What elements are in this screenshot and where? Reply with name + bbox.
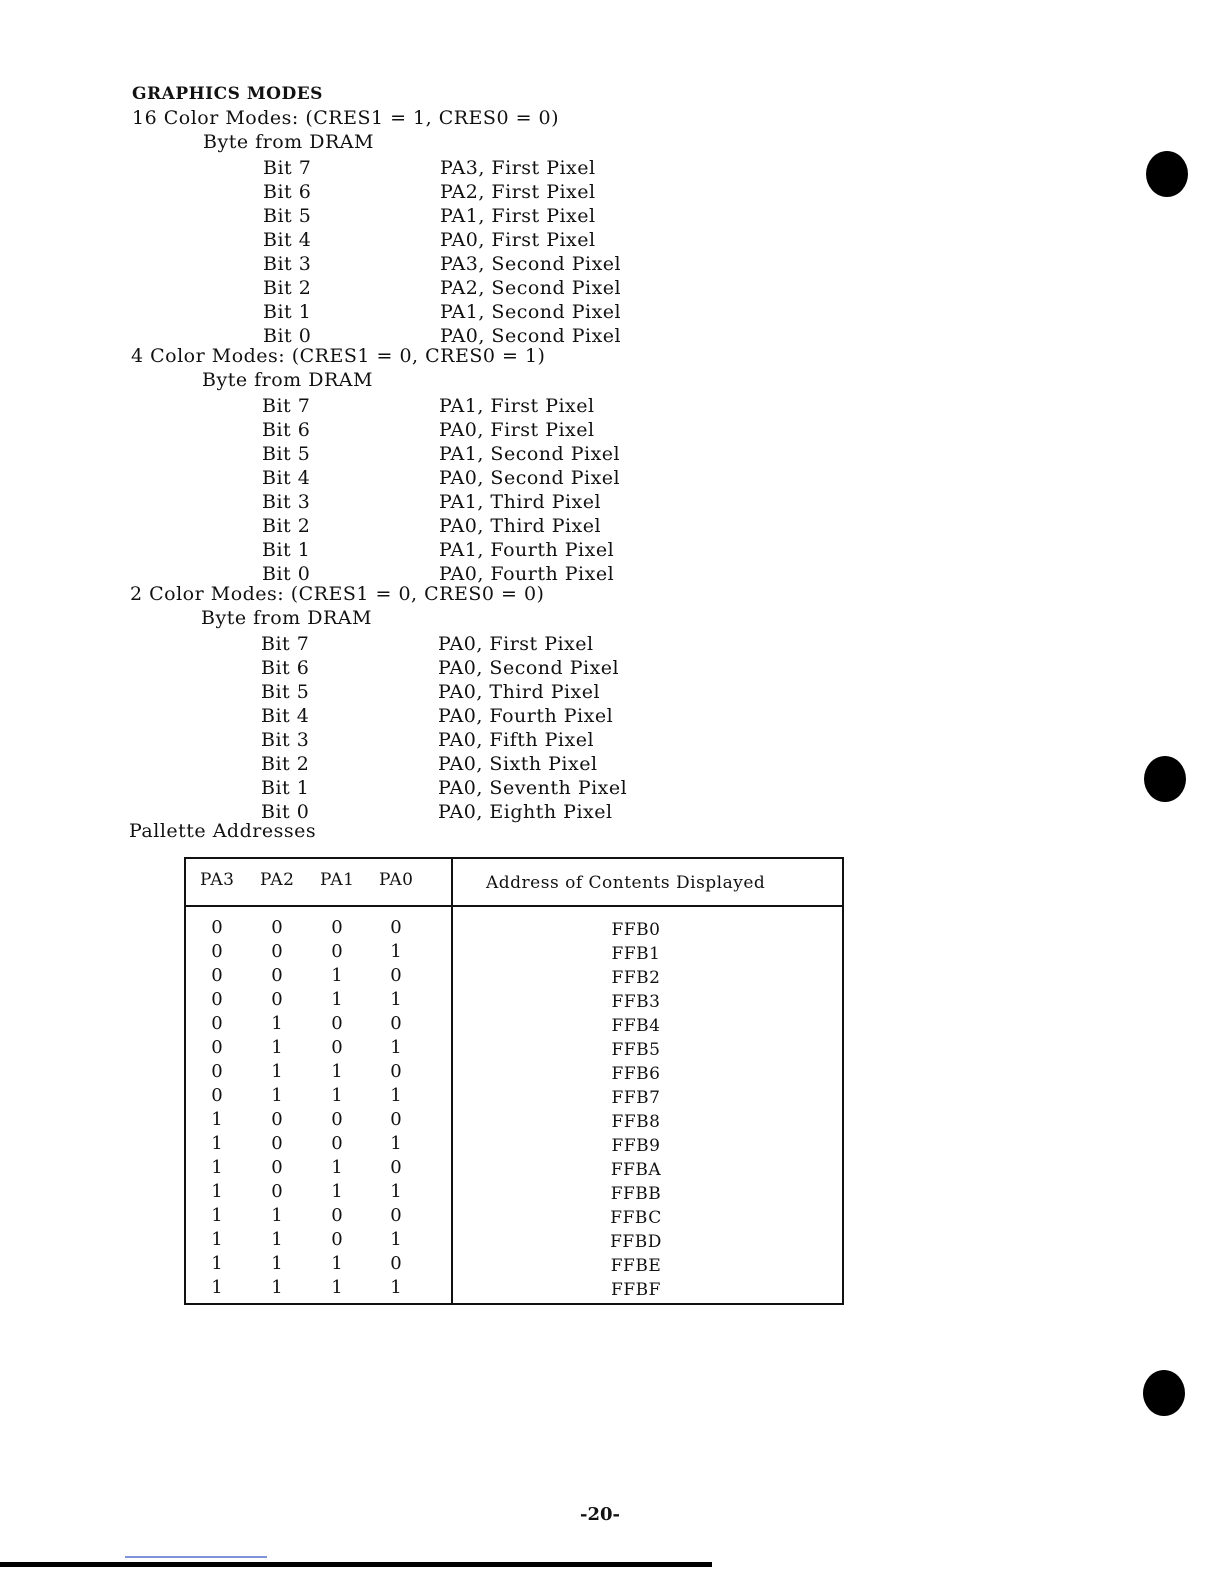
bit-label: Bit 2	[262, 515, 311, 537]
palette-title: Pallette Addresses	[129, 820, 317, 842]
bit-description: PA1, Second Pixel	[439, 443, 621, 465]
cell-pa0: 0	[390, 1205, 402, 1226]
cell-pa0: 0	[390, 1013, 402, 1034]
bit-description: PA0, Second Pixel	[440, 325, 622, 347]
cell-pa0: 1	[390, 989, 402, 1010]
cell-pa2: 0	[271, 1157, 283, 1178]
cell-pa0: 1	[390, 1037, 402, 1058]
cell-pa2: 1	[271, 1013, 283, 1034]
cell-pa1: 0	[331, 941, 343, 962]
cell-pa0: 0	[390, 1061, 402, 1082]
cell-pa2: 0	[271, 1133, 283, 1154]
bit-label: Bit 2	[263, 277, 312, 299]
table-divider-vertical	[451, 859, 453, 1303]
cell-pa3: 0	[211, 1013, 223, 1034]
cell-pa3: 1	[211, 1253, 223, 1274]
cell-pa1: 0	[331, 1133, 343, 1154]
bit-label: Bit 3	[263, 253, 312, 275]
bit-description: PA0, Fifth Pixel	[438, 729, 595, 751]
mode4-title: 4 Color Modes: (CRES1 = 0, CRES0 = 1)	[131, 345, 546, 367]
cell-pa1: 1	[331, 989, 343, 1010]
cell-address: FFB2	[611, 968, 661, 988]
cell-pa3: 1	[211, 1157, 223, 1178]
bit-description: PA0, Fourth Pixel	[439, 563, 615, 585]
bit-label: Bit 3	[262, 491, 311, 513]
cell-address: FFBC	[610, 1208, 662, 1228]
bit-description: PA0, Sixth Pixel	[438, 753, 598, 775]
bit-description: PA3, First Pixel	[440, 157, 596, 179]
bit-label: Bit 1	[261, 777, 310, 799]
bit-label: Bit 5	[263, 205, 312, 227]
header-pa3: PA3	[200, 870, 235, 890]
scan-edge-mark	[125, 1556, 267, 1558]
bit-description: PA0, Third Pixel	[438, 681, 601, 703]
cell-pa1: 0	[331, 1013, 343, 1034]
bit-label: Bit 3	[261, 729, 310, 751]
cell-pa0: 1	[390, 941, 402, 962]
bit-label: Bit 4	[262, 467, 311, 489]
cell-pa3: 0	[211, 1037, 223, 1058]
bit-description: PA0, Second Pixel	[438, 657, 620, 679]
cell-address: FFB0	[611, 920, 661, 940]
cell-pa1: 0	[331, 917, 343, 938]
palette-table	[184, 857, 844, 1305]
bit-description: PA0, First Pixel	[440, 229, 596, 251]
header-address: Address of Contents Displayed	[486, 873, 766, 893]
bit-label: Bit 6	[263, 181, 312, 203]
cell-address: FFB3	[611, 992, 661, 1012]
cell-address: FFBE	[610, 1256, 662, 1276]
cell-pa2: 0	[271, 1109, 283, 1130]
bit-description: PA3, Second Pixel	[440, 253, 622, 275]
bit-description: PA0, Fourth Pixel	[438, 705, 614, 727]
cell-pa1: 1	[331, 965, 343, 986]
cell-pa1: 1	[331, 1181, 343, 1202]
cell-address: FFB7	[611, 1088, 661, 1108]
cell-pa1: 0	[331, 1037, 343, 1058]
cell-pa3: 0	[211, 989, 223, 1010]
mode4-byte-label: Byte from DRAM	[202, 369, 373, 391]
bit-description: PA0, First Pixel	[439, 419, 595, 441]
bit-label: Bit 5	[262, 443, 311, 465]
cell-pa2: 0	[271, 941, 283, 962]
cell-pa0: 0	[390, 917, 402, 938]
cell-pa3: 1	[211, 1181, 223, 1202]
cell-pa3: 0	[211, 917, 223, 938]
cell-pa0: 0	[390, 1157, 402, 1178]
cell-pa2: 1	[271, 1037, 283, 1058]
cell-pa3: 1	[211, 1205, 223, 1226]
table-divider-horizontal	[186, 905, 842, 907]
cell-pa1: 1	[331, 1277, 343, 1298]
bit-description: PA0, Seventh Pixel	[438, 777, 628, 799]
bit-description: PA1, Third Pixel	[439, 491, 602, 513]
cell-pa1: 1	[331, 1253, 343, 1274]
cell-pa3: 0	[211, 1061, 223, 1082]
bit-label: Bit 4	[263, 229, 312, 251]
cell-pa3: 0	[211, 965, 223, 986]
cell-pa2: 1	[271, 1205, 283, 1226]
cell-pa0: 1	[390, 1229, 402, 1250]
cell-address: FFBF	[611, 1280, 661, 1300]
cell-pa0: 1	[390, 1277, 402, 1298]
cell-pa3: 0	[211, 941, 223, 962]
cell-address: FFB9	[611, 1136, 661, 1156]
cell-pa2: 0	[271, 989, 283, 1010]
bit-description: PA1, Second Pixel	[440, 301, 622, 323]
cell-pa2: 1	[271, 1085, 283, 1106]
bit-description: PA1, First Pixel	[439, 395, 595, 417]
cell-address: FFB8	[611, 1112, 661, 1132]
bit-description: PA2, First Pixel	[440, 181, 596, 203]
scan-edge-bar	[0, 1562, 712, 1567]
bit-label: Bit 1	[263, 301, 312, 323]
cell-pa0: 0	[390, 1253, 402, 1274]
cell-pa0: 1	[390, 1085, 402, 1106]
cell-pa2: 1	[271, 1229, 283, 1250]
mode2-byte-label: Byte from DRAM	[201, 607, 372, 629]
binder-hole	[1146, 151, 1188, 197]
bit-description: PA1, Fourth Pixel	[439, 539, 615, 561]
bit-label: Bit 0	[261, 801, 310, 823]
cell-address: FFBB	[610, 1184, 662, 1204]
bit-label: Bit 5	[261, 681, 310, 703]
page-number: -20-	[580, 1504, 620, 1525]
bit-description: PA2, Second Pixel	[440, 277, 622, 299]
cell-pa3: 0	[211, 1085, 223, 1106]
cell-pa1: 1	[331, 1085, 343, 1106]
mode16-byte-label: Byte from DRAM	[203, 131, 374, 153]
page-heading: GRAPHICS MODES	[132, 84, 323, 104]
bit-description: PA0, Third Pixel	[439, 515, 602, 537]
binder-hole	[1144, 756, 1186, 802]
cell-pa1: 1	[331, 1061, 343, 1082]
binder-hole	[1143, 1370, 1185, 1416]
cell-pa2: 1	[271, 1061, 283, 1082]
cell-address: FFB1	[611, 944, 661, 964]
cell-pa1: 0	[331, 1229, 343, 1250]
bit-description: PA1, First Pixel	[440, 205, 596, 227]
cell-address: FFB4	[611, 1016, 661, 1036]
cell-pa0: 0	[390, 1109, 402, 1130]
bit-label: Bit 7	[261, 633, 310, 655]
cell-pa1: 1	[331, 1157, 343, 1178]
cell-pa3: 1	[211, 1109, 223, 1130]
cell-pa3: 1	[211, 1229, 223, 1250]
cell-address: FFB5	[611, 1040, 661, 1060]
bit-label: Bit 7	[263, 157, 312, 179]
mode16-title: 16 Color Modes: (CRES1 = 1, CRES0 = 0)	[132, 107, 560, 129]
bit-label: Bit 1	[262, 539, 311, 561]
cell-pa3: 1	[211, 1133, 223, 1154]
cell-pa0: 1	[390, 1133, 402, 1154]
cell-pa1: 0	[331, 1205, 343, 1226]
bit-label: Bit 7	[262, 395, 311, 417]
cell-pa0: 0	[390, 965, 402, 986]
bit-label: Bit 6	[261, 657, 310, 679]
bit-label: Bit 0	[263, 325, 312, 347]
cell-pa0: 1	[390, 1181, 402, 1202]
cell-address: FFBA	[610, 1160, 662, 1180]
cell-pa2: 1	[271, 1253, 283, 1274]
bit-label: Bit 0	[262, 563, 311, 585]
bit-description: PA0, First Pixel	[438, 633, 594, 655]
cell-address: FFBD	[610, 1232, 662, 1252]
header-pa2: PA2	[260, 870, 295, 890]
cell-pa3: 1	[211, 1277, 223, 1298]
bit-description: PA0, Second Pixel	[439, 467, 621, 489]
bit-label: Bit 4	[261, 705, 310, 727]
cell-address: FFB6	[611, 1064, 661, 1084]
mode2-title: 2 Color Modes: (CRES1 = 0, CRES0 = 0)	[130, 583, 545, 605]
cell-pa2: 0	[271, 917, 283, 938]
cell-pa2: 0	[271, 965, 283, 986]
cell-pa2: 0	[271, 1181, 283, 1202]
cell-pa1: 0	[331, 1109, 343, 1130]
bit-label: Bit 2	[261, 753, 310, 775]
header-pa0: PA0	[379, 870, 414, 890]
header-pa1: PA1	[320, 870, 355, 890]
bit-label: Bit 6	[262, 419, 311, 441]
cell-pa2: 1	[271, 1277, 283, 1298]
bit-description: PA0, Eighth Pixel	[438, 801, 613, 823]
